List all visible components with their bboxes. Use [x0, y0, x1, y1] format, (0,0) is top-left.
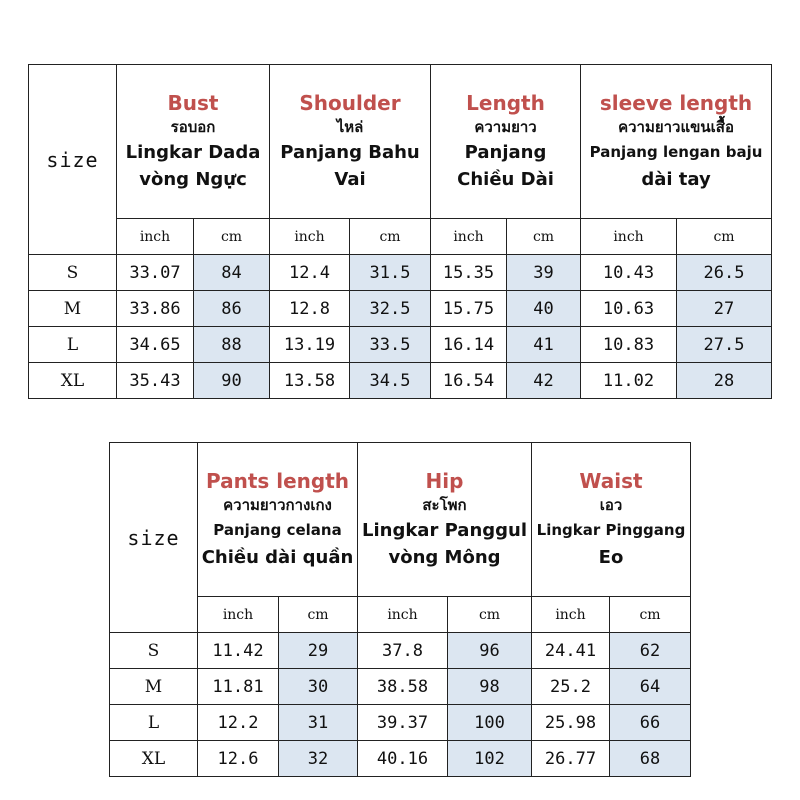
cm-value: 86	[194, 291, 270, 327]
waist-header	[532, 443, 691, 597]
bust-indonesian: Lingkar Dada	[125, 142, 261, 163]
table-row	[29, 255, 772, 291]
cm-value: 66	[610, 705, 691, 741]
unit-cm: cm	[677, 219, 772, 255]
hip-title: Hip	[425, 469, 464, 493]
waist-thai: เอว	[599, 496, 623, 514]
length-thai: ความยาว	[474, 118, 537, 136]
hip-header	[358, 443, 532, 597]
cm-value: 27.5	[677, 327, 772, 363]
inch-value: 10.83	[581, 327, 677, 363]
unit-cm: cm	[194, 219, 270, 255]
table-row	[29, 363, 772, 399]
cm-value: 33.5	[350, 327, 431, 363]
inch-value: 12.6	[198, 741, 279, 777]
cm-value: 102	[448, 741, 532, 777]
pants-size-rows	[110, 633, 691, 777]
cm-value: 32.5	[350, 291, 431, 327]
size-value: S	[110, 633, 198, 669]
inch-value: 34.65	[117, 327, 194, 363]
unit-cm: cm	[507, 219, 581, 255]
cm-value: 39	[507, 255, 581, 291]
unit-inch: inch	[358, 597, 448, 633]
length-header	[431, 65, 581, 219]
unit-cm: cm	[350, 219, 431, 255]
top-size-rows	[29, 255, 772, 399]
pants-length-indonesian: Panjang celana	[213, 521, 342, 539]
waist-vietnamese: Eo	[598, 547, 624, 568]
size-value: S	[29, 255, 117, 291]
inch-value: 25.2	[532, 669, 610, 705]
inch-value: 11.42	[198, 633, 279, 669]
top-size-chart	[28, 64, 772, 399]
inch-value: 13.19	[270, 327, 350, 363]
inch-value: 15.75	[431, 291, 507, 327]
inch-value: 40.16	[358, 741, 448, 777]
unit-inch: inch	[581, 219, 677, 255]
inch-value: 13.58	[270, 363, 350, 399]
bust-title: Bust	[167, 91, 219, 115]
cm-value: 34.5	[350, 363, 431, 399]
inch-value: 26.77	[532, 741, 610, 777]
inch-value: 11.02	[581, 363, 677, 399]
sleeve-length-title: sleeve length	[599, 91, 753, 115]
pants-length-vietnamese: Chiều dài quần	[201, 547, 354, 568]
cm-value: 27	[677, 291, 772, 327]
shoulder-title: Shoulder	[299, 91, 401, 115]
inch-value: 25.98	[532, 705, 610, 741]
length-indonesian: Panjang	[464, 142, 547, 163]
cm-value: 68	[610, 741, 691, 777]
hip-vietnamese: vòng Mông	[388, 547, 501, 568]
inch-value: 12.4	[270, 255, 350, 291]
cm-value: 100	[448, 705, 532, 741]
cm-value: 64	[610, 669, 691, 705]
size-value: L	[29, 327, 117, 363]
unit-cm: cm	[279, 597, 358, 633]
cm-value: 29	[279, 633, 358, 669]
unit-cm: cm	[610, 597, 691, 633]
table-row	[29, 291, 772, 327]
size-header: size	[110, 443, 198, 633]
inch-value: 39.37	[358, 705, 448, 741]
table-row	[110, 669, 691, 705]
pants-size-chart	[109, 442, 691, 777]
inch-value: 37.8	[358, 633, 448, 669]
sleeve-length-indonesian: Panjang lengan baju	[589, 143, 763, 161]
cm-value: 42	[507, 363, 581, 399]
unit-inch: inch	[198, 597, 279, 633]
shoulder-thai: ไหล่	[336, 118, 364, 136]
cm-value: 84	[194, 255, 270, 291]
unit-inch: inch	[117, 219, 194, 255]
size-value: XL	[110, 741, 198, 777]
sleeve-length-header	[581, 65, 772, 219]
table-row	[110, 633, 691, 669]
bust-vietnamese: vòng Ngực	[139, 169, 247, 190]
inch-value: 16.54	[431, 363, 507, 399]
unit-inch: inch	[270, 219, 350, 255]
waist-title: Waist	[579, 469, 643, 493]
inch-value: 33.86	[117, 291, 194, 327]
size-header: size	[29, 65, 117, 255]
unit-cm: cm	[448, 597, 532, 633]
table-row	[110, 741, 691, 777]
inch-value: 16.14	[431, 327, 507, 363]
shoulder-indonesian: Panjang Bahu	[280, 142, 420, 163]
pants-length-thai: ความยาวกางเกง	[223, 496, 332, 514]
inch-value: 12.8	[270, 291, 350, 327]
inch-value: 24.41	[532, 633, 610, 669]
unit-inch: inch	[431, 219, 507, 255]
inch-value: 38.58	[358, 669, 448, 705]
inch-value: 35.43	[117, 363, 194, 399]
size-value: XL	[29, 363, 117, 399]
cm-value: 28	[677, 363, 772, 399]
pants-length-header	[198, 443, 358, 597]
cm-value: 30	[279, 669, 358, 705]
cm-value: 40	[507, 291, 581, 327]
cm-value: 90	[194, 363, 270, 399]
length-vietnamese: Chiều Dài	[457, 169, 554, 190]
length-title: Length	[466, 91, 545, 115]
cm-value: 96	[448, 633, 532, 669]
cm-value: 88	[194, 327, 270, 363]
table-row	[29, 327, 772, 363]
waist-indonesian: Lingkar Pinggang	[536, 521, 686, 539]
pants-length-title: Pants length	[205, 469, 350, 493]
inch-value: 33.07	[117, 255, 194, 291]
unit-inch: inch	[532, 597, 610, 633]
size-value: M	[110, 669, 198, 705]
bust-thai: รอบอก	[170, 118, 216, 136]
inch-value: 15.35	[431, 255, 507, 291]
cm-value: 62	[610, 633, 691, 669]
cm-value: 26.5	[677, 255, 772, 291]
inch-value: 10.63	[581, 291, 677, 327]
bust-header	[117, 65, 270, 219]
size-value: L	[110, 705, 198, 741]
table-row	[110, 705, 691, 741]
cm-value: 98	[448, 669, 532, 705]
cm-value: 41	[507, 327, 581, 363]
cm-value: 32	[279, 741, 358, 777]
cm-value: 31.5	[350, 255, 431, 291]
cm-value: 31	[279, 705, 358, 741]
hip-thai: สะโพก	[422, 496, 467, 514]
shoulder-vietnamese: Vai	[334, 169, 366, 190]
shoulder-header	[270, 65, 431, 219]
size-value: M	[29, 291, 117, 327]
inch-value: 10.43	[581, 255, 677, 291]
sleeve-length-thai: ความยาวแขนเสื้อ	[618, 118, 734, 136]
inch-value: 12.2	[198, 705, 279, 741]
hip-indonesian: Lingkar Panggul	[361, 520, 528, 541]
sleeve-length-vietnamese: dài tay	[641, 169, 711, 190]
inch-value: 11.81	[198, 669, 279, 705]
